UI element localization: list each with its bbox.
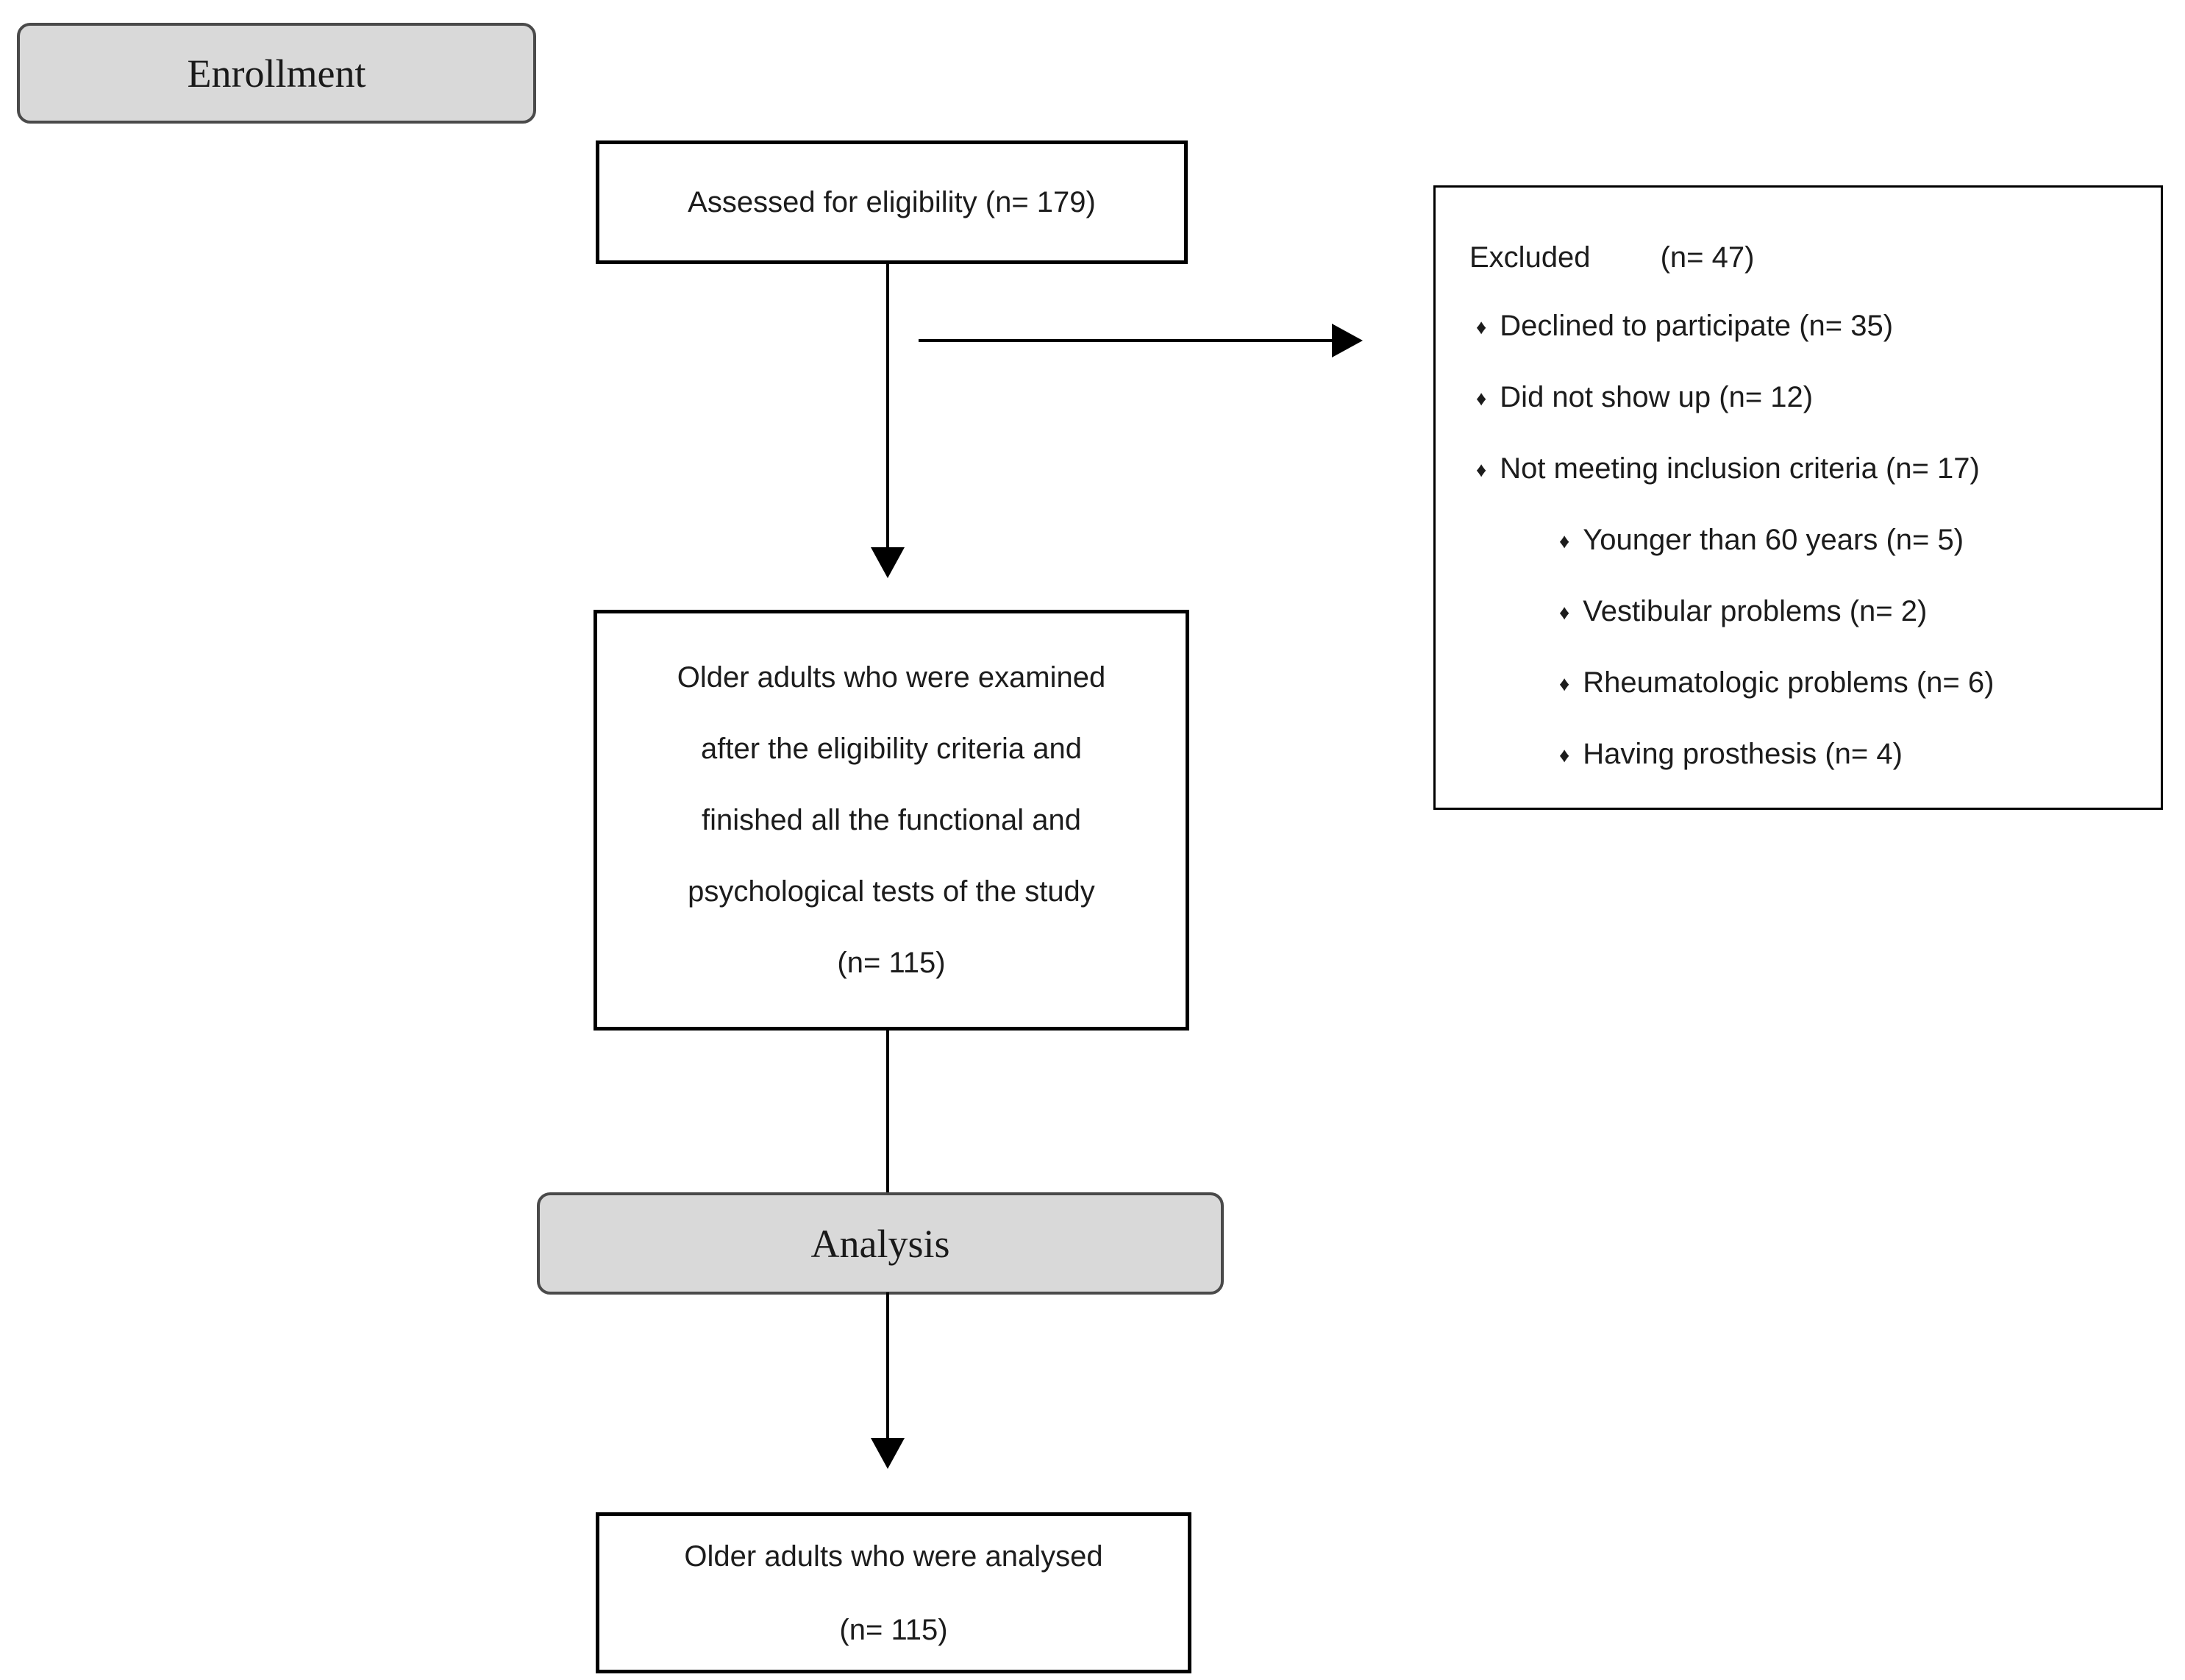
diamond-bullet-icon: ♦ (1476, 315, 1487, 338)
excluded-item (1436, 433, 2161, 505)
assessed-text: Assessed for eligibility (n= 179) (688, 185, 1096, 218)
arrowhead-down-icon (871, 547, 905, 578)
examined-participants-box (594, 610, 1189, 1031)
excluded-item-label: Having prosthesis (n= 4) (1583, 738, 1903, 770)
connector-assessed-to-examined-line (886, 264, 889, 554)
excluded-item-label: Declined to participate (n= 35) (1500, 310, 1894, 342)
analysed-participants-box (596, 1512, 1191, 1673)
excluded-item-label: Rheumatologic problems (n= 6) (1583, 666, 1995, 699)
arrowhead-down-icon (871, 1438, 905, 1469)
excluded-item-label: Not meeting inclusion criteria (n= 17) (1500, 452, 1980, 485)
connector-to-excluded-line (919, 339, 1332, 342)
excluded-subitem (1436, 505, 2161, 576)
excluded-box (1433, 185, 2163, 810)
enrollment-label: Enrollment (187, 51, 366, 96)
arrowhead-right-icon (1332, 324, 1363, 357)
analysis-label: Analysis (810, 1221, 950, 1266)
examined-line: after the eligibility criteria and (700, 732, 1083, 765)
diamond-bullet-icon: ♦ (1559, 600, 1570, 624)
diamond-bullet-icon: ♦ (1559, 672, 1570, 695)
diamond-bullet-icon: ♦ (1476, 386, 1487, 410)
excluded-subitem (1436, 576, 2161, 647)
assessed-for-eligibility-box (596, 140, 1188, 264)
examined-line: (n= 115) (837, 946, 946, 979)
excluded-count: (n= 47) (1660, 241, 1755, 274)
diamond-bullet-icon: ♦ (1559, 743, 1570, 766)
examined-line: Older adults who were examined (677, 661, 1106, 694)
excluded-subitem (1436, 647, 2161, 719)
excluded-item-label: Vestibular problems (n= 2) (1583, 595, 1928, 627)
connector-analysis-to-analysed-line (886, 1292, 889, 1438)
examined-line: psychological tests of the study (688, 875, 1095, 908)
examined-line: finished all the functional and (702, 803, 1081, 836)
analysis-stage-box (537, 1192, 1224, 1295)
excluded-item (1436, 291, 2161, 362)
diamond-bullet-icon: ♦ (1476, 458, 1487, 481)
excluded-title: Excluded (1469, 241, 1591, 274)
analysed-line: (n= 115) (839, 1613, 948, 1646)
connector-examined-to-analysis-line (886, 1031, 889, 1195)
excluded-item (1436, 362, 2161, 433)
analysed-line: Older adults who were analysed (684, 1540, 1103, 1573)
excluded-subitem (1436, 719, 2161, 790)
enrollment-stage-box (17, 23, 536, 124)
diamond-bullet-icon: ♦ (1559, 529, 1570, 552)
excluded-item-label: Did not show up (n= 12) (1500, 381, 1814, 413)
excluded-item-label: Younger than 60 years (n= 5) (1583, 524, 1964, 556)
excluded-title-row (1436, 224, 2161, 291)
